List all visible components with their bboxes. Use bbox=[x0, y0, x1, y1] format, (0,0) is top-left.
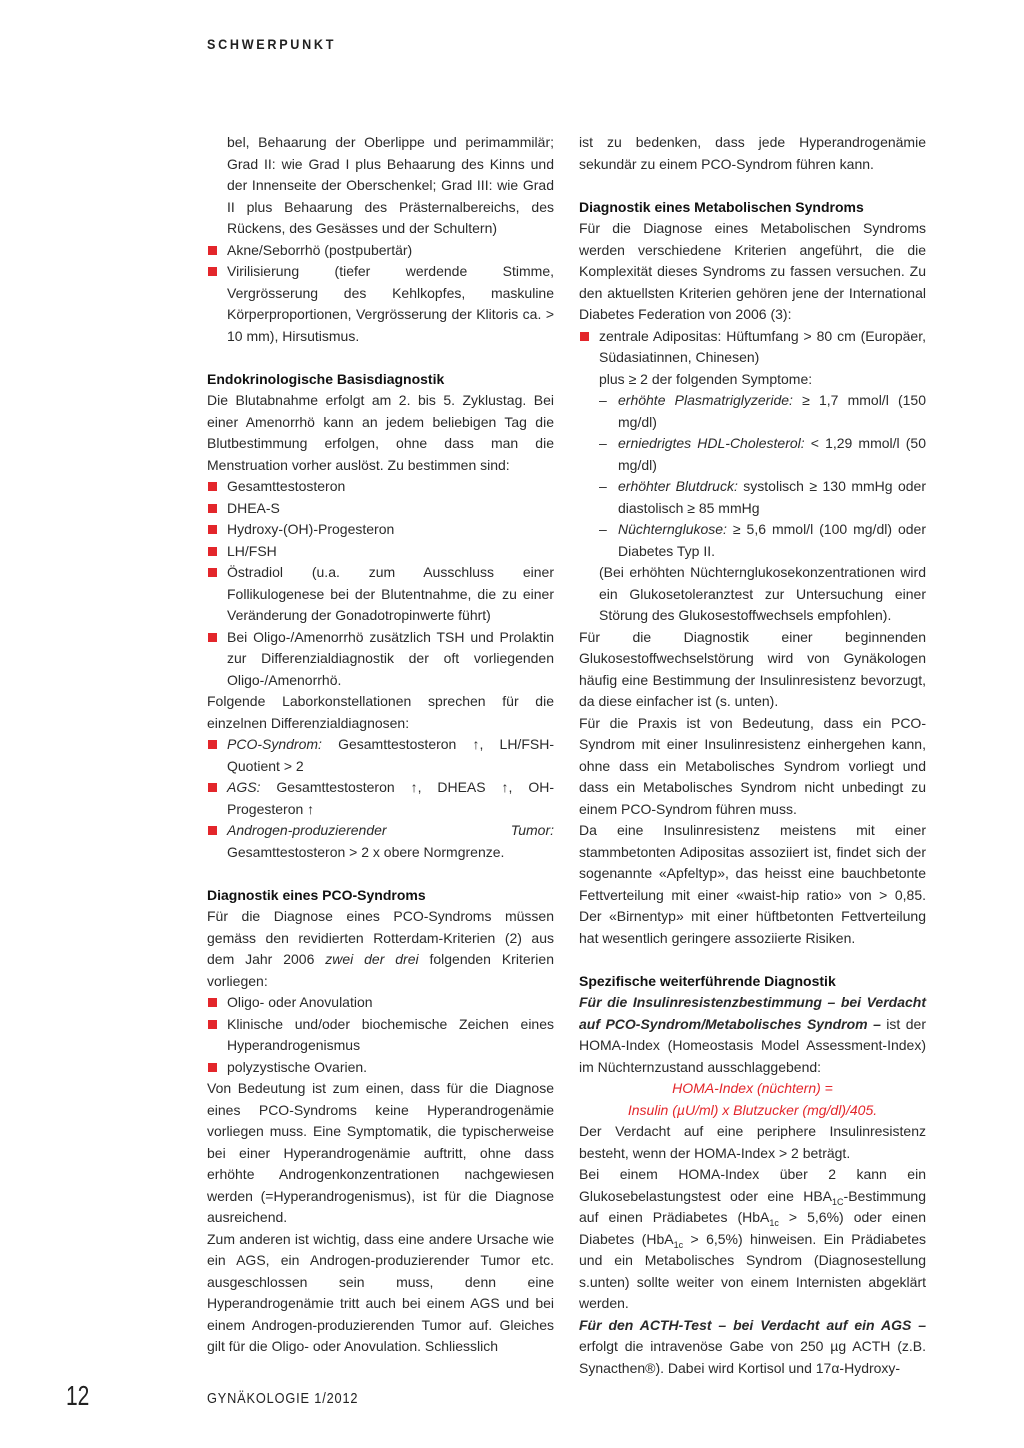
square-bullet-icon bbox=[208, 568, 217, 577]
paragraph-homa: Für die Insulinresistenzbestimmung – bei Verdacht auf PCO-Syndrom/Metabolisches Syndrom – ist der HOMA-Index (Homeostasis Model Assessment-Index) im Nüchternzustand ausschlaggebend: bbox=[579, 994, 926, 1075]
symptom-list bbox=[207, 240, 554, 348]
paragraph-verdacht: Der Verdacht auf eine periphere Insulinresistenz besteht, wenn der HOMA-Index > 2 beträgt. bbox=[579, 1123, 926, 1161]
list-item: Virilisierung (tiefer werdende Stimme, Vergrösserung des Kehlkopfes, maskuline Körperproportionen, Vergrösserung der Klitoris ca. > 10 mm), Hirsutismus. bbox=[207, 261, 554, 347]
square-bullet-icon bbox=[208, 547, 217, 556]
list-item: zentrale Adipositas: Hüftumfang > 80 cm (Europäer, Südasiatinnen, Chinesen) bbox=[579, 326, 926, 369]
heading-endo: Endokrinologische Basisdiagnostik bbox=[207, 370, 445, 387]
right-column bbox=[579, 132, 926, 1379]
plus-line: plus ≥ 2 der folgenden Symptome: bbox=[599, 370, 813, 387]
square-bullet-icon bbox=[208, 826, 217, 835]
paragraph-acth: Für den ACTH-Test – bei Verdacht auf ein AGS – erfolgt die intravenöse Gabe von 250 µg ACTH (z.B. Synacthen®). Dabei wird Kortisol und 17α-Hydroxy- bbox=[579, 1316, 926, 1376]
square-bullet-icon bbox=[208, 267, 217, 276]
paragraph-endo: Die Blutabnahme erfolgt am 2. bis 5. Zyklustag. Bei einer Amenorrhö kann an jedem beliebigen Tag die Blutbestimmung erfolgen, ohne dass man die Menstruation vorher auslöst. Zu bestimmen sind: bbox=[207, 392, 554, 473]
paragraph-pco: Für die Diagnose eines PCO-Syndroms müssen gemäss den revidierten Rotterdam-Kriterien (2) aus dem Jahr 2006 zwei der drei folgenden Kriterien vorliegen: bbox=[207, 908, 554, 989]
square-bullet-icon bbox=[208, 1020, 217, 1029]
symptom-dash-list bbox=[579, 390, 926, 562]
list-item: Östradiol (u.a. zum Ausschluss einer Follikulogenese bei der Blutentnahme, die zu einer Veränderung der Gonadotropinwerte führt) bbox=[207, 562, 554, 627]
dash-icon: – bbox=[599, 478, 607, 494]
paragraph-apfel: Da eine Insulinresistenz meistens mit einer stammbetonten Adipositas assoziiert ist, findet sich der sogenannte «Apfeltyp», das heisst eine bauchbetonte Fettverteilung mit einer «waist-hip ratio» von > 0,85. Der «Birnentyp» mit einer hüftbetonten Fettverteilung hat wesentlich geringere assoziierte Risiken. bbox=[579, 822, 926, 946]
lab-list bbox=[207, 476, 554, 691]
journal-title: GYNÄKOLOGIE 1/2012 bbox=[207, 1390, 359, 1407]
list-item: Oligo- oder Anovulation bbox=[207, 992, 554, 1014]
square-bullet-icon bbox=[208, 246, 217, 255]
list-item: LH/FSH bbox=[207, 541, 554, 563]
paragraph-hba: Bei einem HOMA-Index über 2 kann ein Glukosebelastungstest oder eine $HBA_{1C}$-Bestimmung auf einen Prädiabetes (HbA$_{1c}$ > 5,6%) oder einen Diabetes (HbA$_{1c}$ > 6,5%) hinweisen. Ein Prädiabetes und ein Metabolisches Syndrom (Diagnosestellung s.unten) sollte weiter von einem Internisten abgeklärt werden. bbox=[579, 1166, 926, 1311]
diagnosis-list bbox=[207, 734, 554, 863]
formula-line-1: HOMA-Index (nüchtern) = bbox=[672, 1080, 833, 1096]
glukose-note: (Bei erhöhten Nüchternglukosekonzentrationen wird ein Glukosetoleranztest zur Untersuchung einer Störung des Glukosestoffwechsels empfohlen). bbox=[599, 564, 926, 623]
square-bullet-icon bbox=[208, 633, 217, 642]
square-bullet-icon bbox=[208, 525, 217, 534]
list-item: – erhöhter Blutdruck: systolisch ≥ 130 mmHg oder diastolisch ≥ 85 mmHg bbox=[599, 478, 926, 516]
dash-icon: – bbox=[599, 392, 607, 408]
criteria-list bbox=[207, 992, 554, 1078]
heading-meta: Diagnostik eines Metabolischen Syndroms bbox=[579, 198, 864, 215]
paragraph-bedeutung: Von Bedeutung ist zum einen, dass für die Diagnose eines PCO-Syndroms keine Hyperandrogenämie vorliegen muss. Eine Symptomatik, die typischerweise bei einer Hyperandrogenämie auftritt, ohne dass erhöhte Androgenkonzentrationen nachgewiesen werden (=Hyperandrogenismus), ist für die Diagnose ausreichend. bbox=[207, 1080, 554, 1225]
list-item: Gesamttestosteron bbox=[207, 476, 554, 498]
list-item: Androgen-produzierender Tumor: Gesamttestosteron > 2 x obere Normgrenze. bbox=[207, 820, 554, 863]
dash-icon: – bbox=[599, 521, 607, 537]
square-bullet-icon bbox=[208, 998, 217, 1007]
list-item: Akne/Seborrhö (postpubertär) bbox=[207, 240, 554, 262]
list-item: polyzystische Ovarien. bbox=[207, 1057, 554, 1079]
paragraph-bedenken: ist zu bedenken, dass jede Hyperandrogenämie sekundär zu einem PCO-Syndrom führen kann. bbox=[579, 134, 926, 172]
heading-pco: Diagnostik eines PCO-Syndroms bbox=[207, 886, 426, 903]
square-bullet-icon bbox=[208, 740, 217, 749]
paragraph-praxis: Für die Praxis ist von Bedeutung, dass ein PCO-Syndrom mit einer Insulinresistenz einhergehen kann, ohne dass ein Metabolisches Syndrom vorliegt und dass ein Metabolisches Syndrom nicht unbedingt zu einem PCO-Syndrom führen muss. bbox=[579, 714, 926, 817]
paragraph-anderen: Zum anderen ist wichtig, dass eine andere Ursache wie ein AGS, ein Androgen-produzierender Tumor etc. ausgeschlossen sein muss, denn eine Hyperandrogenämie tritt auch bei einem AGS und bei einem Androgen-produzierenden Tumor auf. Gleiches gilt für die Oligo- oder Anovulation. Schliesslich bbox=[207, 1230, 554, 1354]
section-header: SCHWERPUNKT bbox=[207, 36, 337, 52]
square-bullet-icon bbox=[208, 1063, 217, 1072]
list-item: PCO-Syndrom: Gesamttestosteron ↑, LH/FSH-Quotient > 2 bbox=[207, 734, 554, 777]
paragraph-meta: Für die Diagnose eines Metabolischen Syndroms werden verschiedene Kriterien angeführt, die die Komplexität dieses Syndroms zu fassen versuchen. Zu den aktuellsten Kriterien gehören jene der International Diabetes Federation von 2006 (3): bbox=[579, 220, 926, 322]
list-item: Klinische und/oder biochemische Zeichen eines Hyperandrogenismus bbox=[207, 1014, 554, 1057]
list-item: – erniedrigtes HDL-Cholesterol: < 1,29 mmol/l (50 mg/dl) bbox=[599, 435, 927, 473]
left-column bbox=[207, 132, 554, 1358]
dash-icon: – bbox=[599, 435, 607, 451]
page-number: 12 bbox=[66, 1380, 90, 1411]
list-item: AGS: Gesamttestosteron ↑, DHEAS ↑, OH-Progesteron ↑ bbox=[207, 777, 554, 820]
square-bullet-icon bbox=[208, 504, 217, 513]
list-item: – erhöhte Plasmatriglyzeride: ≥ 1,7 mmol/l (150 mg/dl) bbox=[599, 392, 926, 430]
paragraph-labor: Folgende Laborkonstellationen sprechen für die einzelnen Differenzialdiagnosen: bbox=[207, 693, 554, 731]
formula-line-2: Insulin (µU/ml) x Blutzucker (mg/dl)/405. bbox=[627, 1101, 878, 1118]
square-bullet-icon bbox=[208, 783, 217, 792]
square-bullet-icon bbox=[580, 332, 589, 341]
heading-spez: Spezifische weiterführende Diagnostik bbox=[579, 972, 836, 989]
paragraph-gyn: Für die Diagnostik einer beginnenden Glukosestoffwechselstörung wird von Gynäkologen häufig eine Bestimmung der Insulinresistenz bevorzugt, da diese einfacher ist (s. unten). bbox=[579, 628, 926, 709]
list-item: Hydroxy-(OH)-Progesteron bbox=[207, 519, 554, 541]
list-item: Bei Oligo-/Amenorrhö zusätzlich TSH und Prolaktin zur Differenzialdiagnostik der oft vorliegenden Oligo-/Amenorrhö. bbox=[207, 627, 554, 692]
list-item: DHEA-S bbox=[207, 498, 554, 520]
continued-paragraph: bel, Behaarung der Oberlippe und perimammilär; Grad II: wie Grad I plus Behaarung des Kinns und der Innenseite der Oberschenkel; Grad III: wie Grad II plus Behaarung des Prästernalbereichs, des Rückens, des Gesässes und der Schultern) bbox=[227, 134, 554, 236]
list-item: – Nüchternglukose: ≥ 5,6 mmol/l (100 mg/dl) oder Diabetes Typ II. bbox=[599, 521, 926, 559]
adipositas-list bbox=[579, 326, 926, 369]
square-bullet-icon bbox=[208, 482, 217, 491]
